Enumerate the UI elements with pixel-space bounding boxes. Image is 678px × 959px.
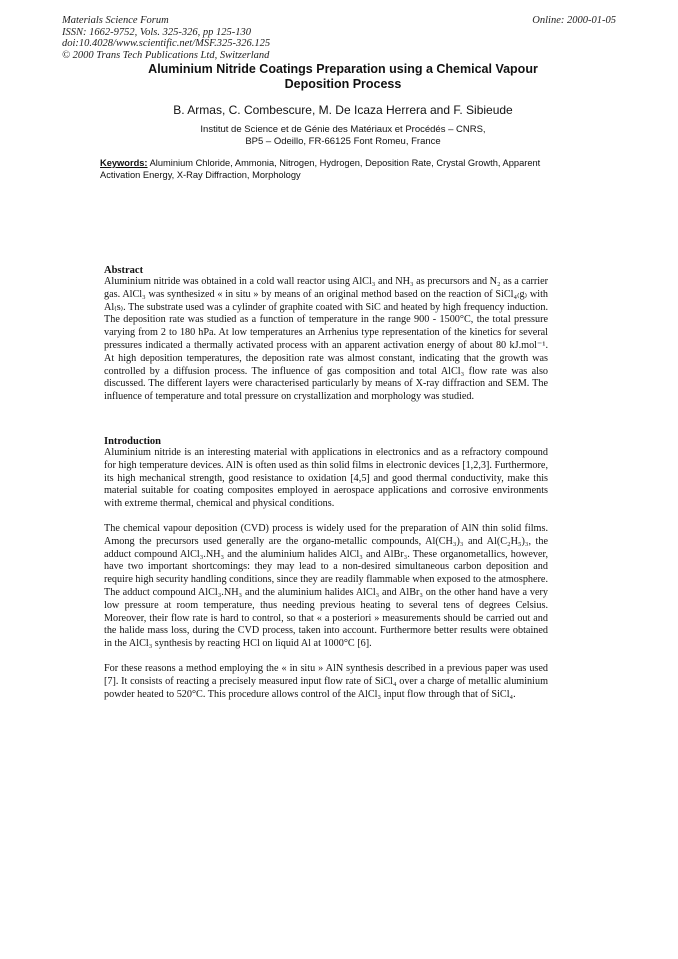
issn-line: ISSN: 1662-9752, Vols. 325-326, pp 125-130 (62, 26, 251, 38)
affiliation (60, 124, 626, 147)
abstract-section (104, 265, 548, 404)
journal-header (62, 15, 270, 61)
introduction-heading: Introduction (104, 436, 161, 447)
author-list: B. Armas, C. Combescure, M. De Icaza Herrera and F. Sibieude (173, 103, 513, 117)
intro-paragraph-1: Aluminium nitride is an interesting material with applications in electronics and as a refractory compound for high temperature devices. AlN is often used as thin solid films in electronic devices [1,2,3]. Furthermore, its high mechanical strength, good resistance to oxidation [4,5] and good thermal conductivity, make this material suitable for coating composites employed in aerospace applications and corrosive environments with extreme thermal, chemical and physical conditions. (104, 447, 548, 510)
intro-paragraph-3: For these reasons a method employing the « in situ » AlN synthesis described in a previous paper was used [7]. It consists of reacting a precisely measured input flow rate of SiCl₄ over a charge of metallic aluminium powder heated to 520°C. This procedure allows control of the AlCl₃ input flow through that of SiCl₄. (104, 662, 548, 700)
keywords-label: Keywords: (100, 158, 148, 168)
journal-name: Materials Science Forum (62, 15, 169, 26)
abstract-heading: Abstract (104, 265, 144, 276)
keywords-text: Aluminium Chloride, Ammonia, Nitrogen, Hydrogen, Deposition Rate, Crystal Growth, Apparent Activation Energy, X-Ray Diffraction, Morphology (100, 158, 541, 180)
intro-paragraph-2: The chemical vapour deposition (CVD) process is widely used for the preparation of AlN thin solid films. Among the precursors used generally are the organo-metallic compounds, Al(CH₃)₃ and Al(C₂H₅)₃, the adduct compound AlCl₃.NH₃ and the aluminium halides AlCl₃ and AlBr₃. These organometallics, however, have two important shortcomings: they may lead to a non-desired simultaneous carbon deposition and require high security handling conditions, since they are readily flammable when exposed to the atmosphere. The adduct compound AlCl₃.NH₃ and the aluminium halides AlCl₃ and AlBr₃ on the other hand have a very low pressure at room temperature, thus needing previous heating to several tens of degrees Celsius. Moreover, their flow rate is hard to control, so that « a posteriori » measurements should be carried out and the halide mass loss, during the CVD process, taken into account. Furthermore better results were obtained in the AlCl₃ synthesis by reacting HCl on liquid Al at 1000°C [6]. (104, 522, 548, 650)
introduction-section (104, 436, 548, 701)
paper-title (60, 62, 626, 92)
title-line-2: Deposition Process (284, 77, 402, 91)
title-line-1: Aluminium Nitride Coatings Preparation using a Chemical Vapour (148, 62, 538, 76)
affiliation-line-2: BP5 – Odeillo, FR-66125 Font Romeu, France (245, 135, 441, 147)
doi-link[interactable]: doi:10.4028/www.scientific.net/MSF.325-326.125 (62, 38, 271, 49)
online-date: Online: 2000-01-05 (532, 15, 616, 26)
copyright-line: © 2000 Trans Tech Publications Ltd, Switzerland (62, 49, 270, 61)
affiliation-line-1: Institut de Science et de Génie des Matériaux et Procédés – CNRS, (200, 124, 486, 135)
abstract-text: Aluminium nitride was obtained in a cold wall reactor using AlCl₃ and NH₃ as precursors and N₂ as a carrier gas. AlCl₃ was synthesized « in situ » by means of an original method based on the reaction of SiCl₄₍g₎ with Al₍s₎. The substrate used was a cylinder of graphite coated with SiC and heated by high frequency induction. The deposition rate was studied as a function of temperature in the range 900 - 1500°C, the total pressure varying from 2 to 180 hPa. At low temperatures an Arrhenius type representation of the kinetics for several pressures indicated a thermally activated process with an apparent activation energy of about 80 kJ.mol⁻¹. At high deposition temperatures, the deposition rate was almost constant, indicating that the growth was controlled by a diffusion process. The influence of gas composition and total AlCl₃ flow rate was also discussed. The different layers were characterised particularly by means of X-ray diffraction and SEM. The influence of temperature and total pressure on crystallization and morphology was studied. (104, 276, 548, 403)
keywords (100, 158, 578, 181)
